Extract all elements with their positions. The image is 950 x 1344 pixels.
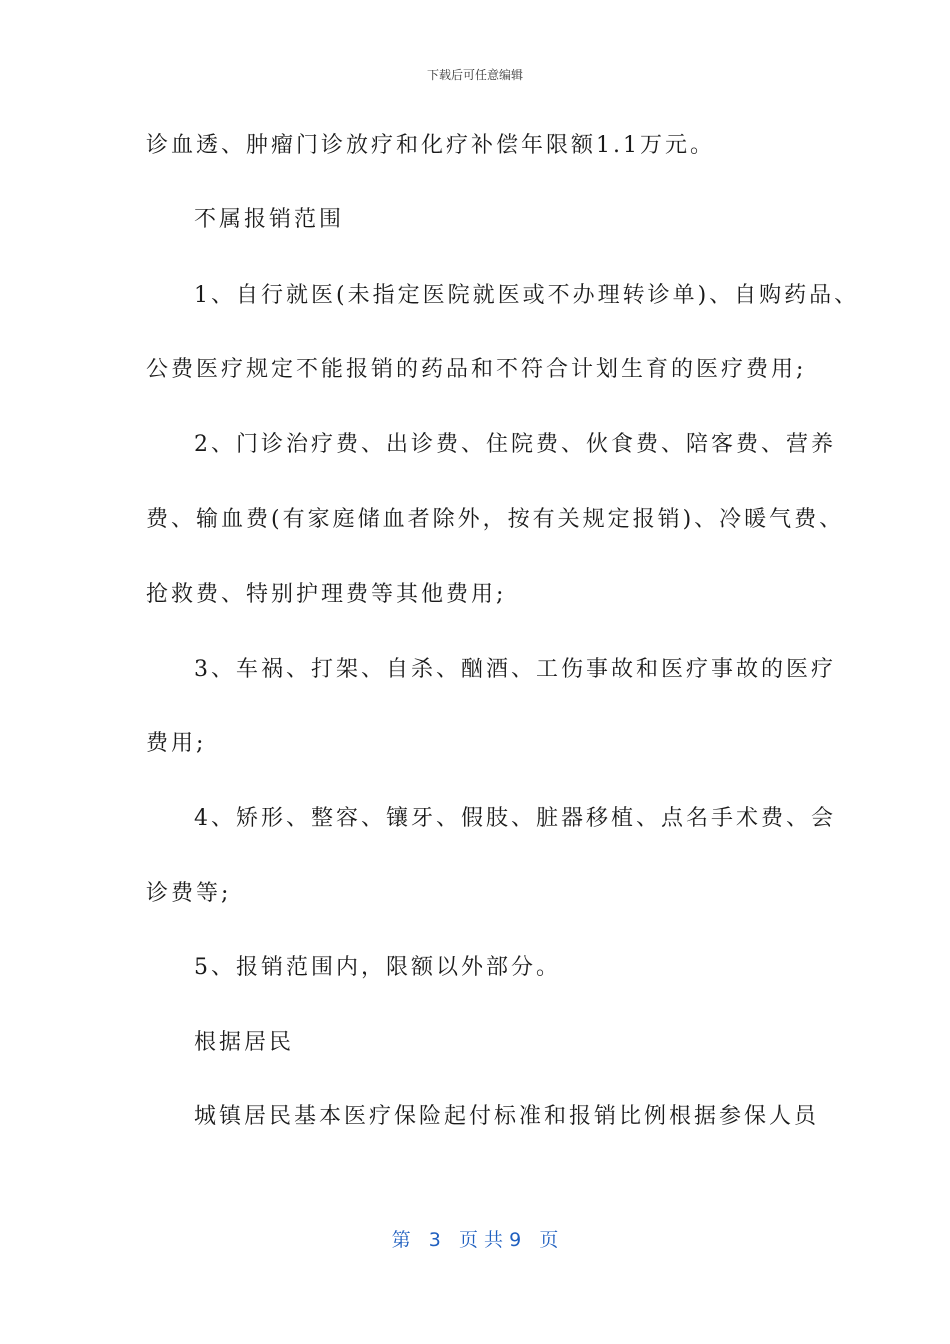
text-line-1: 诊血透、肿瘤门诊放疗和化疗补偿年限额1.1万元。 bbox=[146, 133, 715, 158]
page-label-mid: 页 共 bbox=[459, 1229, 504, 1251]
text-line-5: 2、门诊治疗费、出诊费、住院费、伙食费、陪客费、营养 bbox=[194, 432, 836, 457]
text-line-9: 费用; bbox=[146, 731, 207, 756]
header-note: 下载后可任意编辑 bbox=[426, 68, 523, 82]
current-page-number: 3 bbox=[428, 1229, 441, 1251]
text-line-12: 5、报销范围内，限额以外部分。 bbox=[194, 955, 561, 980]
text-line-4: 公费医疗规定不能报销的药品和不符合计划生育的医疗费用; bbox=[146, 357, 807, 382]
text-line-6: 费、输血费(有家庭储血者除外，按有关规定报销)、冷暖气费、 bbox=[146, 507, 845, 532]
text-line-10: 4、矫形、整容、镶牙、假肢、脏器移植、点名手术费、会 bbox=[194, 806, 836, 831]
text-line-7: 抢救费、特别护理费等其他费用; bbox=[146, 582, 507, 607]
page-label-suffix: 页 bbox=[539, 1229, 559, 1251]
text-line-3: 1、自行就医(未指定医院就医或不办理转诊单)、自购药品、 bbox=[194, 283, 860, 308]
page-label-prefix: 第 bbox=[391, 1229, 411, 1251]
text-line-13: 根据居民 bbox=[194, 1030, 295, 1055]
text-line-11: 诊费等; bbox=[146, 881, 232, 906]
page-number-footer bbox=[0, 1225, 950, 1252]
total-pages-number: 9 bbox=[509, 1229, 522, 1251]
section-heading: 不属报销范围 bbox=[194, 207, 345, 232]
text-line-14: 城镇居民基本医疗保险起付标准和报销比例根据参保人员 bbox=[194, 1104, 820, 1129]
text-line-8: 3、车祸、打架、自杀、酗酒、工伤事故和医疗事故的医疗 bbox=[194, 657, 836, 682]
